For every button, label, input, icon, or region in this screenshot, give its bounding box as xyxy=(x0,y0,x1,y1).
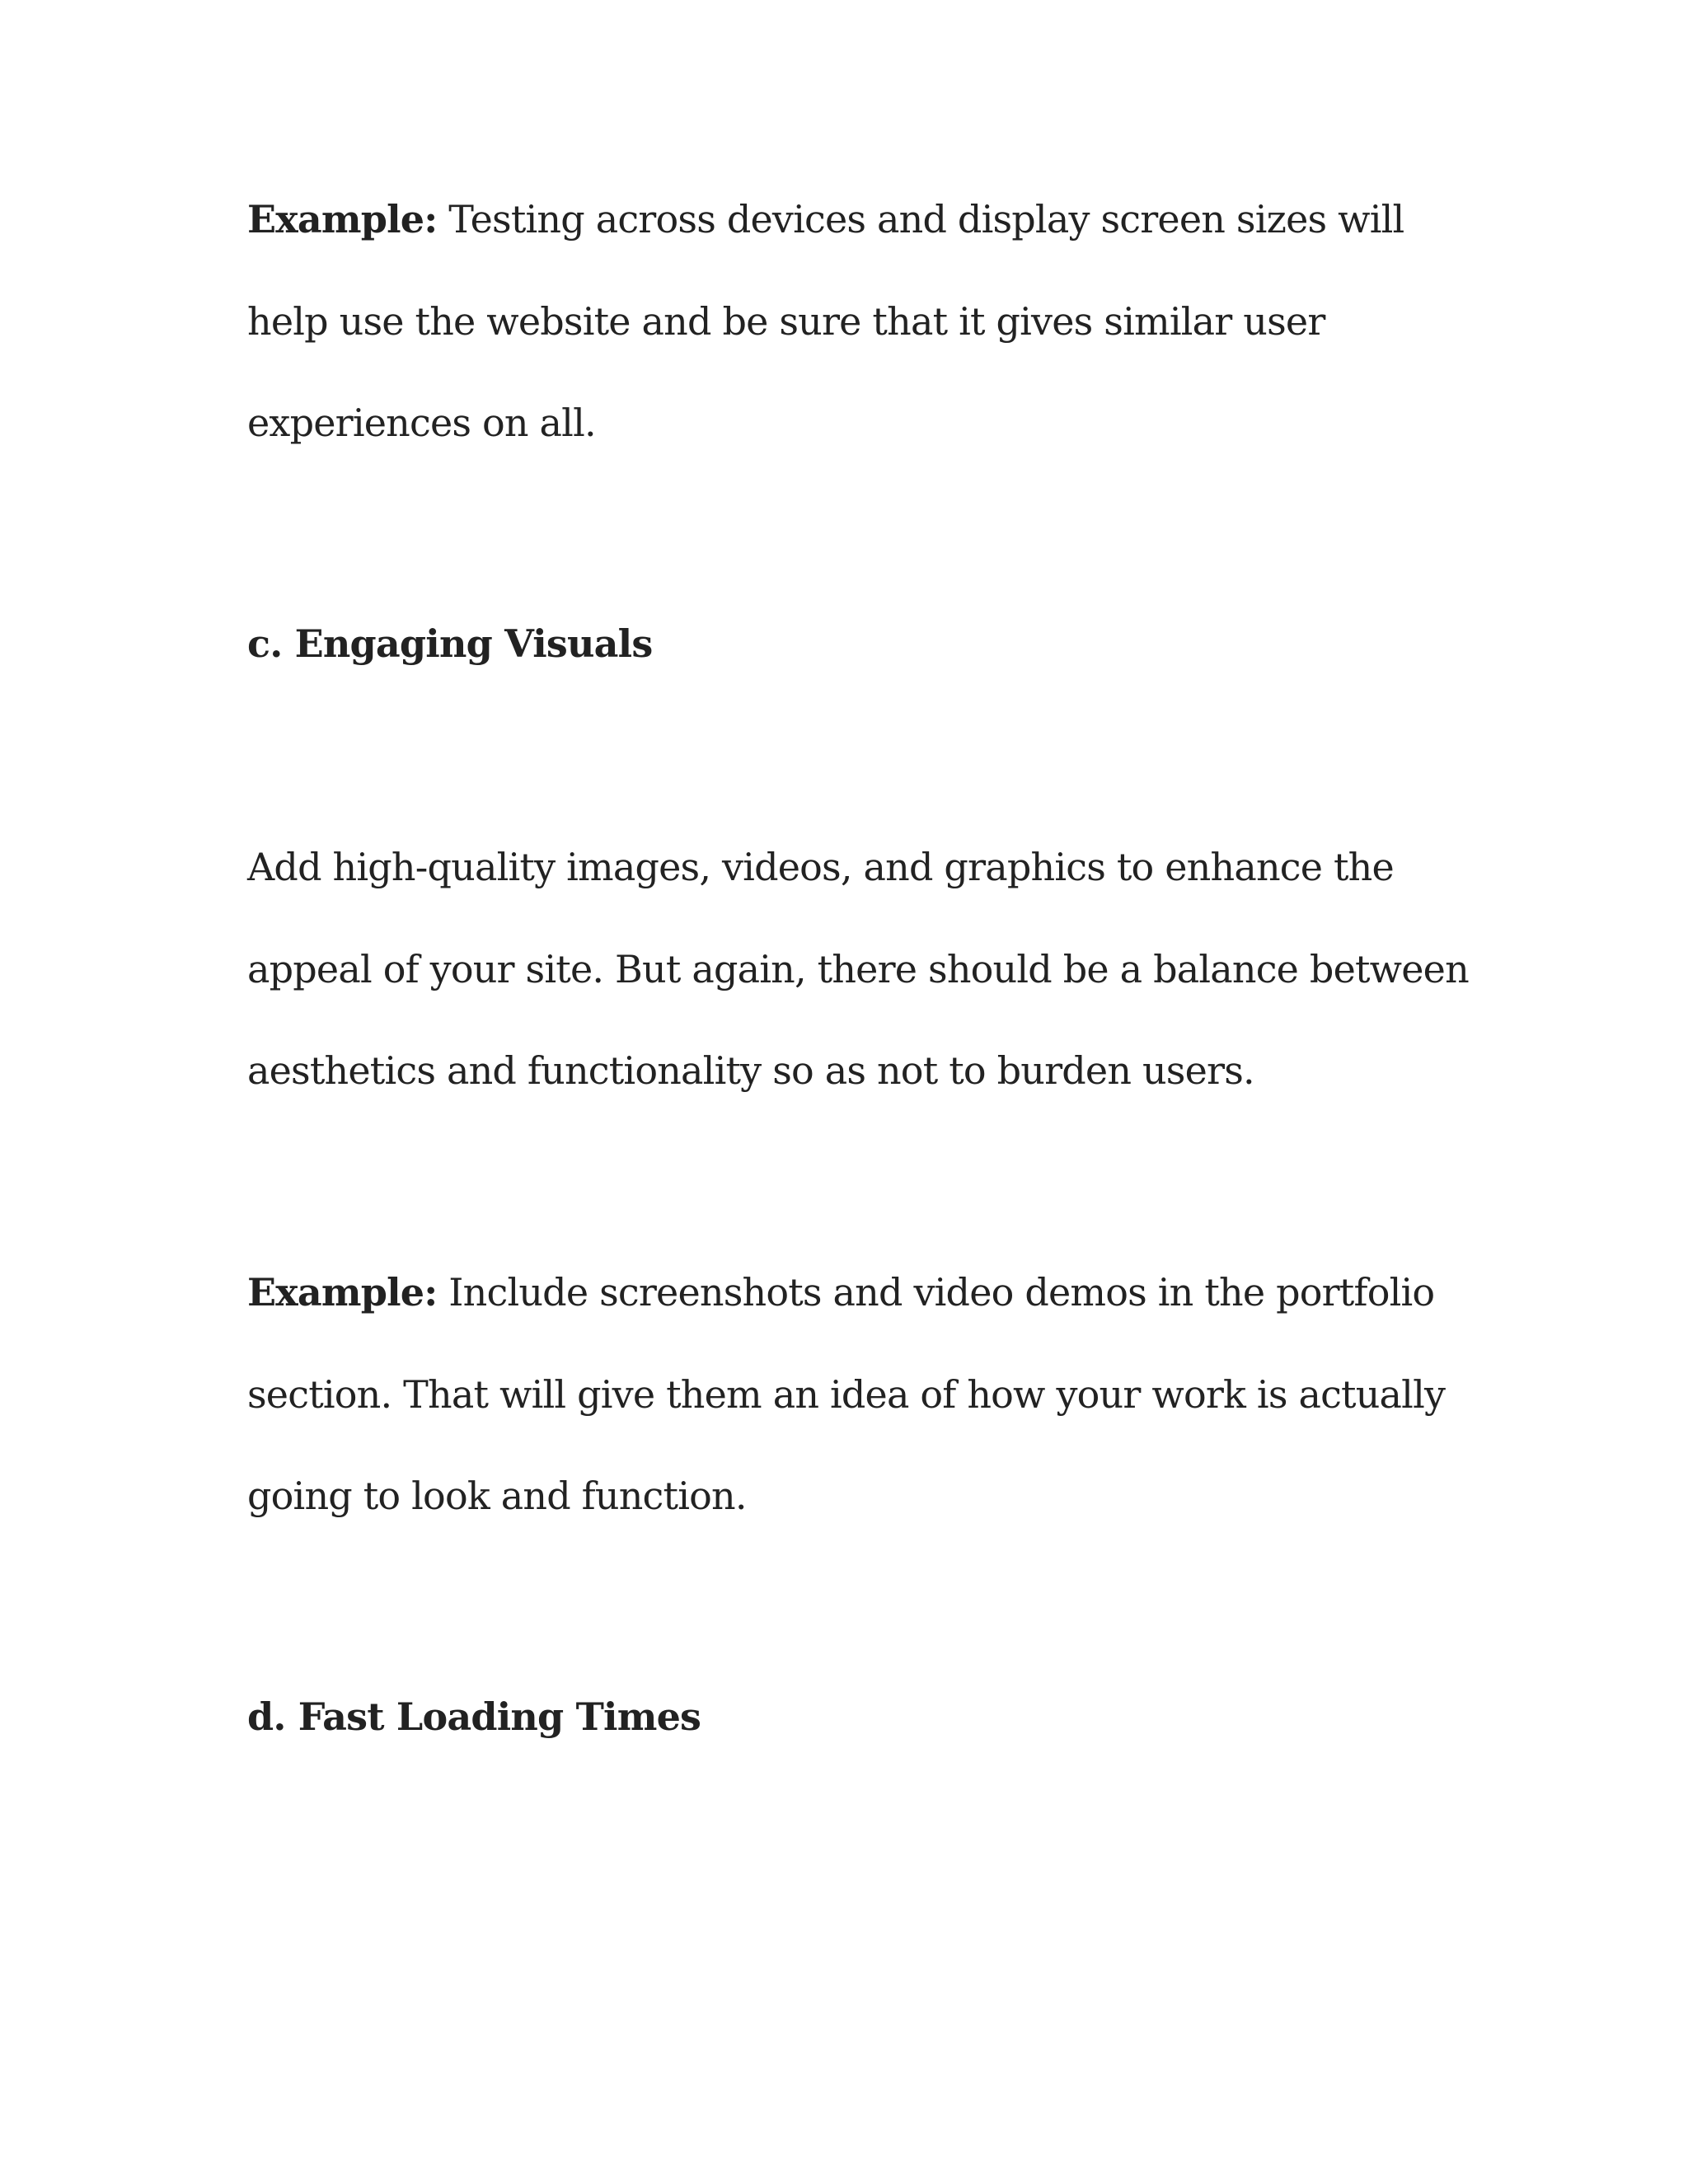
example-2-paragraph-line-1 xyxy=(247,1269,1434,1315)
visuals-paragraph-line-3: aesthetics and functionality so as not to burden users. xyxy=(247,1048,1254,1093)
visuals-paragraph-line-1: Add high-quality images, videos, and graphics to enhance the xyxy=(247,845,1394,889)
visuals-paragraph-line-2: appeal of your site. But again, there should be a balance between xyxy=(247,947,1469,991)
section-heading-fast-loading-times: d. Fast Loading Times xyxy=(247,1694,701,1739)
example-paragraph-line-3: experiences on all. xyxy=(247,401,596,445)
example-paragraph-line-2: help use the website and be sure that it gives similar user xyxy=(247,299,1325,344)
example-paragraph-line-1 xyxy=(247,196,1404,242)
example-text: Testing across devices and display screen sizes will xyxy=(448,197,1404,241)
example-label: Example: xyxy=(247,197,438,241)
example-2-text: Include screenshots and video demos in the portfolio xyxy=(448,1270,1435,1315)
example-2-paragraph-line-2: section. That will give them an idea of how your work is actually xyxy=(247,1372,1446,1417)
section-heading-engaging-visuals: c. Engaging Visuals xyxy=(247,621,653,666)
example-2-label: Example: xyxy=(247,1270,438,1315)
example-2-paragraph-line-3: going to look and function. xyxy=(247,1474,747,1518)
